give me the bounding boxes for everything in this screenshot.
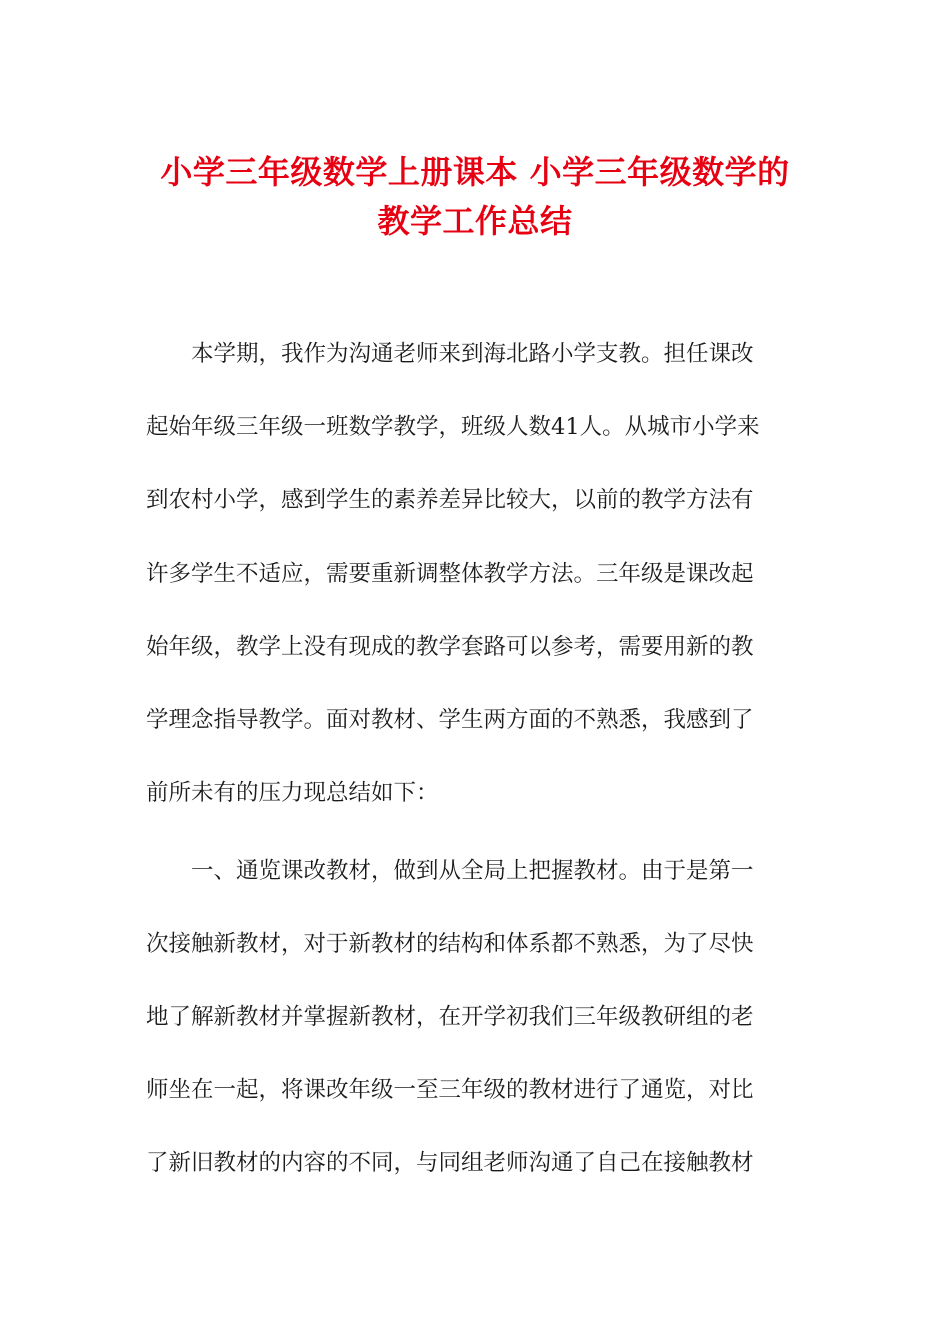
body-line-3: 到农村小学，感到学生的素养差异比较大，以前的教学方法有: [146, 487, 754, 513]
body-line-4: 许多学生不适应，需要重新调整体教学方法。三年级是课改起: [146, 561, 754, 587]
body-line-5: 始年级，教学上没有现成的教学套路可以参考，需要用新的教: [146, 634, 754, 660]
body-line-9: 次接触新教材，对于新教材的结构和体系都不熟悉，为了尽快: [146, 931, 754, 957]
body-line-12: 了新旧教材的内容的不同，与同组老师沟通了自己在接触教材: [146, 1150, 754, 1176]
document-title-line-1: 小学三年级数学上册课本 小学三年级数学的: [160, 153, 790, 191]
body-line-7: 前所未有的压力现总结如下：: [146, 780, 439, 806]
body-line-2: 起始年级三年级一班数学教学，班级人数41人。从城市小学来: [146, 414, 760, 440]
body-line-8: 一、通览课改教材，做到从全局上把握教材。由于是第一: [146, 858, 754, 884]
body-line-1: 本学期，我作为沟通老师来到海北路小学支教。担任课改: [146, 341, 754, 367]
body-line-6: 学理念指导教学。面对教材、学生两方面的不熟悉，我感到了: [146, 707, 754, 733]
body-line-11: 师坐在一起，将课改年级一至三年级的教材进行了通览，对比: [146, 1077, 754, 1103]
document-title-line-2: 教学工作总结: [377, 202, 573, 240]
body-line-10: 地了解新教材并掌握新教材，在开学初我们三年级教研组的老: [146, 1004, 754, 1030]
